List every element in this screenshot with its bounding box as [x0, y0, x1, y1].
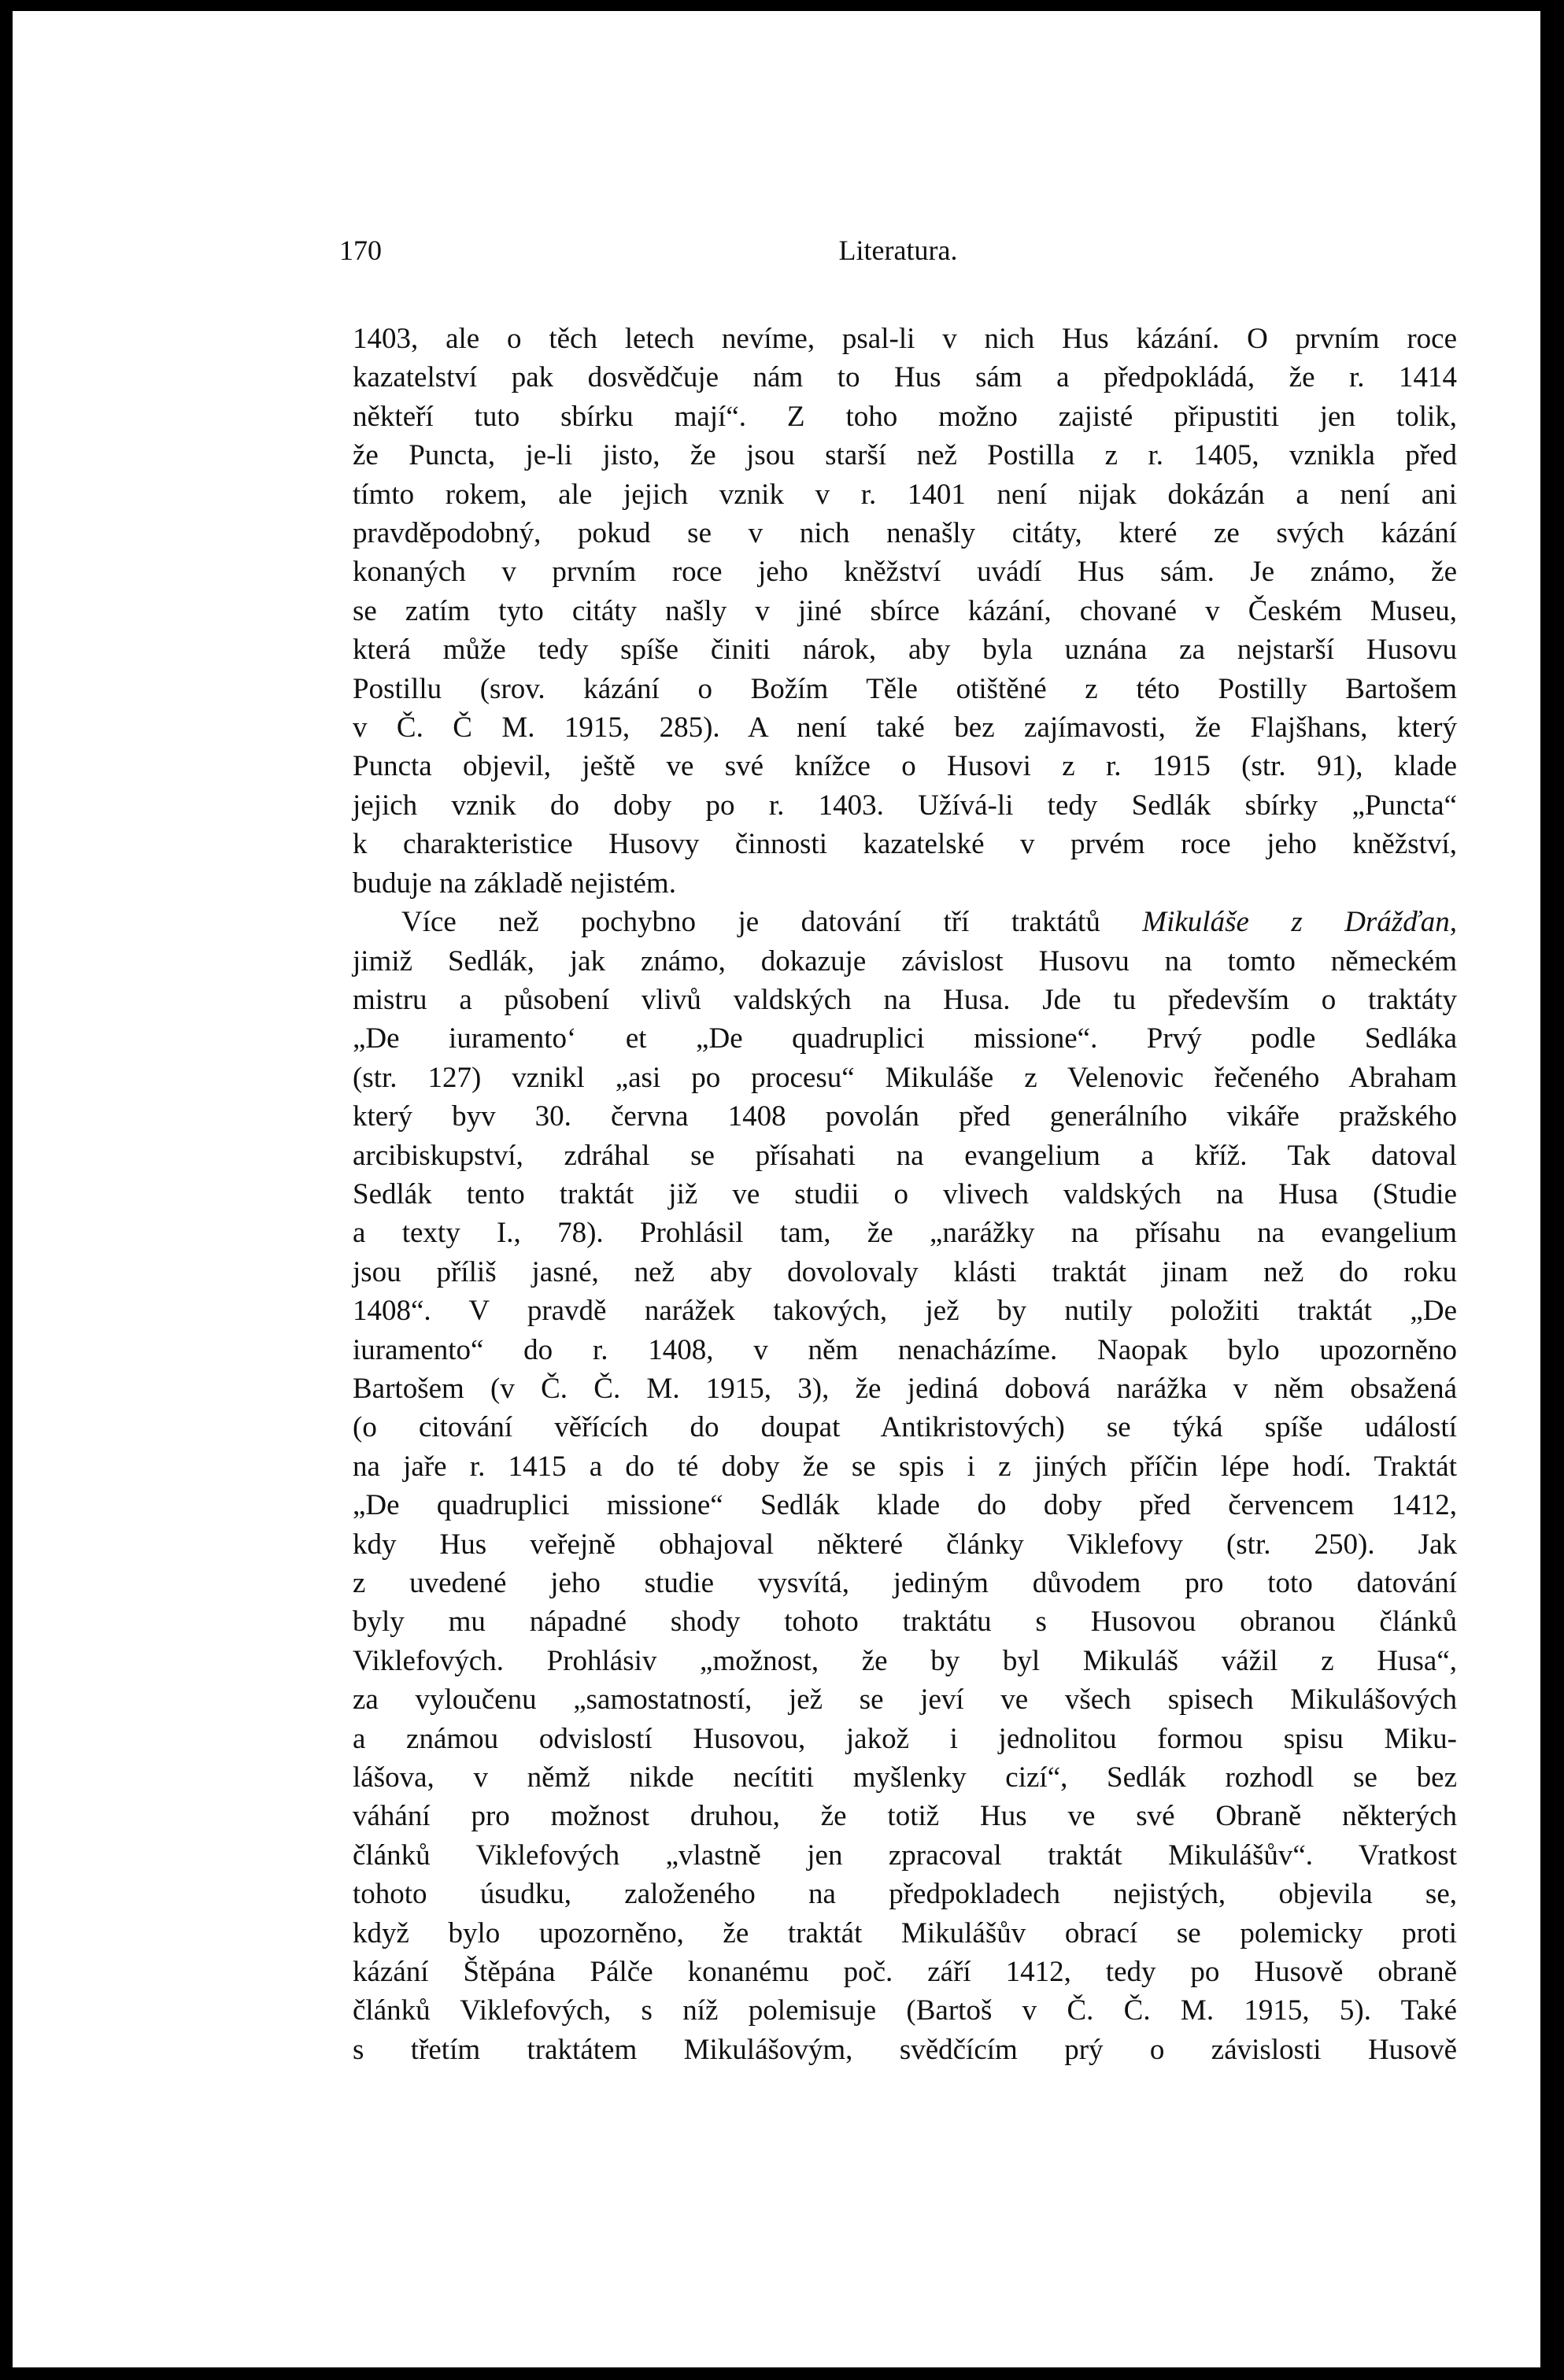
text-line: a texty I., 78). Prohlásil tam, že „narážky na přísahu na evangelium — [353, 1217, 1457, 1250]
text-line: když bylo upozorněno, že traktát Mikulášův obrací se polemicky proti — [353, 1916, 1457, 1949]
text-line: Viklefových. Prohlásiv „možnost, že by byl Mikuláš vážil z Husa“, — [353, 1644, 1457, 1677]
text-line: článků Viklefových, s níž polemisuje (Bartoš v Č. Č. M. 1915, 5). Také — [353, 1994, 1457, 2027]
text-line: (o citování věřících do doupat Antikristových) se týká spíše událostí — [353, 1411, 1457, 1444]
text-line: kdy Hus veřejně obhajoval některé články Viklefovy (str. 250). Jak — [353, 1528, 1457, 1561]
text-line: pravděpodobný, pokud se v nich nenašly citáty, které ze svých kázání — [353, 517, 1457, 550]
text-line: váhání pro možnost druhou, že totiž Hus ve své Obraně některých — [353, 1800, 1457, 1833]
text-line: že Puncta, je-li jisto, že jsou starší než Postilla z r. 1405, vznikla před — [353, 439, 1457, 472]
text-line: lášova, v němž nikde necítiti myšlenky cizí“, Sedlák rozhodl se bez — [353, 1761, 1457, 1794]
text-line-start: Více než pochybno je datování tří traktátů — [401, 906, 1100, 939]
text-line: jejich vznik do doby po r. 1403. Užívá-li tedy Sedlák sbírky „Puncta“ — [353, 789, 1457, 822]
text-line: se zatím tyto citáty našly v jiné sbírce kázání, chované v Českém Museu, — [353, 594, 1457, 627]
text-line: buduje na základě nejistém. — [353, 867, 676, 900]
text-line: (str. 127) vznikl „asi po procesu“ Mikuláše z Velenovic řečeného Abraham — [353, 1061, 1457, 1094]
text-line: Sedlák tento traktát již ve studii o vlivech valdských na Husa (Studie — [353, 1177, 1457, 1210]
italic-name: Mikuláše z Drážďan, — [1142, 906, 1457, 939]
text-line: „De quadruplici missione“ Sedlák klade do doby před červencem 1412, — [353, 1489, 1457, 1522]
text-line: iuramento“ do r. 1408, v něm nenacházíme. Naopak bylo upozorněno — [353, 1333, 1457, 1366]
text-line: s třetím traktátem Mikulášovým, svědčícím prý o závislosti Husově — [353, 2033, 1457, 2066]
text-line: jsou příliš jasné, než aby dovolovaly klásti traktát jinam než do roku — [353, 1255, 1457, 1288]
text-line: Postillu (srov. kázání o Božím Těle otištěné z této Postilly Bartošem — [353, 672, 1457, 705]
text-line: arcibiskupství, zdráhal se přísahati na evangelium a kříž. Tak datoval — [353, 1139, 1457, 1172]
text-line: byly mu nápadné shody tohoto traktátu s Husovou obranou článků — [353, 1606, 1457, 1639]
paragraph-1 — [353, 320, 1457, 903]
text-line: tohoto úsudku, založeného na předpokladech nejistých, objevila se, — [353, 1878, 1457, 1911]
text-line: jimiž Sedlák, jak známo, dokazuje závislost Husovu na tomto německém — [353, 944, 1457, 978]
page-header — [339, 234, 1457, 281]
text-line: tímto rokem, ale jejich vznik v r. 1401 není nijak dokázán a není ani — [353, 478, 1457, 511]
text-line: 1403, ale o těch letech nevíme, psal-li v nich Hus kázání. O prvním roce — [353, 323, 1457, 355]
text-line: kazatelství pak dosvědčuje nám to Hus sám a předpokládá, že r. 1414 — [353, 361, 1457, 394]
text-line: mistru a působení vlivů valdských na Husa. Jde tu především o traktáty — [353, 983, 1457, 1016]
text-line: v Č. Č M. 1915, 285). A není také bez zajímavosti, že Flajšhans, který — [353, 711, 1457, 745]
book-page — [13, 11, 1540, 2367]
text-line: někteří tuto sbírku mají“. Z toho možno zajisté připustiti jen tolik, — [353, 400, 1457, 433]
text-line: na jaře r. 1415 a do té doby že se spis i z jiných příčin lépe hodí. Traktát — [353, 1450, 1457, 1483]
text-line: který byv 30. června 1408 povolán před generálního vikáře pražského — [353, 1100, 1457, 1133]
text-line: kázání Štěpána Pálče konanému poč. září 1412, tedy po Husově obraně — [353, 1956, 1457, 1989]
text-line — [353, 903, 1457, 941]
body-text — [353, 320, 1457, 2069]
text-line: která může tedy spíše činiti nárok, aby byla uznána za nejstarší Husovu — [353, 634, 1457, 667]
text-line: konaných v prvním roce jeho kněžství uvádí Hus sám. Je známo, že — [353, 556, 1457, 589]
text-line: 1408“. V pravdě narážek takových, jež by nutily položiti traktát „De — [353, 1295, 1457, 1328]
text-line: Bartošem (v Č. Č. M. 1915, 3), že jediná dobová narážka v něm obsažená — [353, 1372, 1457, 1405]
running-title: Literatura. — [838, 235, 958, 266]
page-number: 170 — [339, 235, 382, 266]
paragraph-2 — [353, 903, 1457, 2069]
text-line: z uvedené jeho studie vysvítá, jediným důvodem pro toto datování — [353, 1567, 1457, 1599]
text-line: „De iuramento‘ et „De quadruplici missione“. Prvý podle Sedláka — [353, 1022, 1457, 1055]
text-line: k charakteristice Husovy činnosti kazatelské v prvém roce jeho kněžství, — [353, 828, 1457, 861]
text-line: Puncta objevil, ještě ve své knížce o Husovi z r. 1915 (str. 91), klade — [353, 750, 1457, 783]
text-line: a známou odvislostí Husovou, jakož i jednolitou formou spisu Miku- — [353, 1722, 1457, 1755]
text-line: článků Viklefových „vlastně jen zpracoval traktát Mikulášův“. Vratkost — [353, 1839, 1457, 1872]
text-line: za vyloučenu „samostatností, jež se jeví ve všech spisech Mikulášových — [353, 1683, 1457, 1717]
